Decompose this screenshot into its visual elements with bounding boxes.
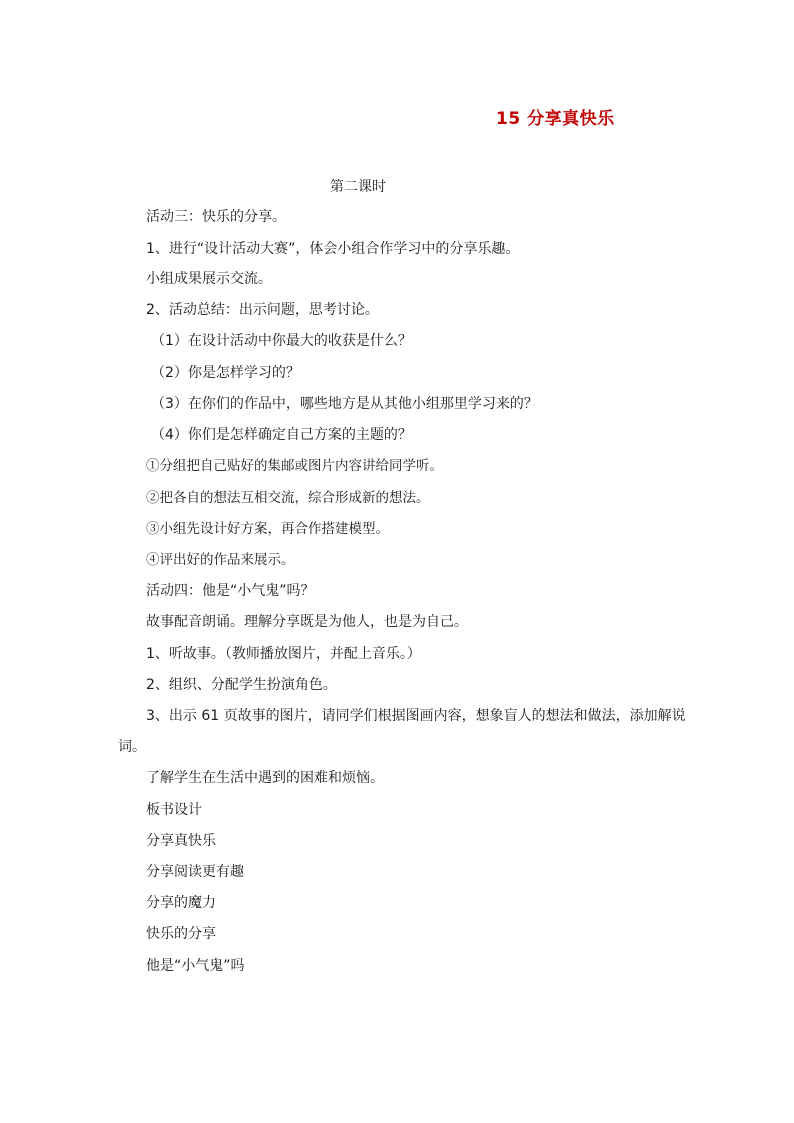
paragraph-line: 故事配音朗诵。理解分享既是为他人，也是为自己。 (146, 614, 468, 630)
paragraph-line: 1、听故事。（教师播放图片，并配上音乐。） (146, 646, 421, 662)
activity-three-heading: 活动三：快乐的分享。 (146, 209, 286, 225)
question-line: （2）你是怎样学习的？ (151, 365, 300, 381)
paragraph-line: 了解学生在生活中遇到的困难和烦恼。 (146, 770, 384, 786)
numbered-point: ①分组把自己贴好的集邮或图片内容讲给同学听。 (146, 458, 443, 474)
activity-four-heading: 活动四：他是“小气鬼”吗？ (146, 583, 315, 599)
board-design-heading: 板书设计 (146, 802, 202, 818)
paragraph-line: 2、组织、分配学生扮演角色。 (146, 677, 337, 693)
question-line: （4）你们是怎样确定自己方案的主题的？ (151, 427, 412, 443)
question-line: （1）在设计活动中你最大的收获是什么？ (151, 333, 412, 349)
paragraph-line: 3、出示 61 页故事的图片，请同学们根据图画内容，想象盲人的想法和做法，添加解说 (146, 708, 686, 724)
board-item: 快乐的分享 (146, 926, 216, 942)
paragraph-line-continuation: 词。 (118, 739, 146, 755)
lesson-title: 15 分享真快乐 (496, 109, 615, 129)
paragraph-line: 小组成果展示交流。 (146, 271, 272, 287)
board-item: 他是“小气鬼”吗 (146, 958, 245, 974)
numbered-point: ④评出好的作品来展示。 (146, 552, 295, 568)
board-item: 分享真快乐 (146, 833, 216, 849)
question-line: （3）在你们的作品中，哪些地方是从其他小组那里学习来的？ (151, 396, 538, 412)
board-item: 分享阅读更有趣 (146, 864, 244, 880)
paragraph-line: 2、活动总结：出示问题，思考讨论。 (146, 302, 379, 318)
board-item: 分享的魔力 (146, 895, 216, 911)
lesson-subtitle: 第二课时 (330, 179, 386, 195)
paragraph-line: 1、进行“设计活动大赛”，体会小组合作学习中的分享乐趣。 (146, 241, 520, 257)
numbered-point: ②把各自的想法互相交流，综合形成新的想法。 (146, 490, 430, 506)
numbered-point: ③小组先设计好方案，再合作搭建模型。 (146, 521, 389, 537)
